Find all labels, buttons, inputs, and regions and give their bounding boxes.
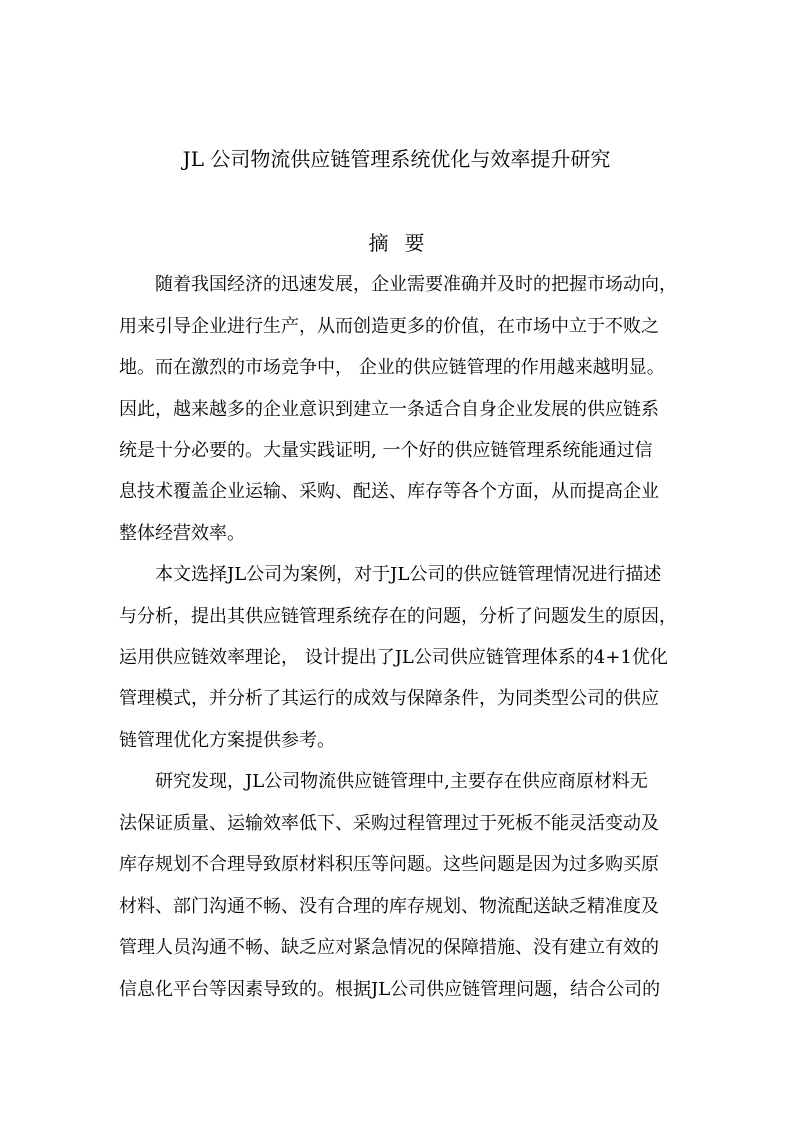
paragraph-1-line-6: 息技术覆盖企业运输、采购、配送、库存等各个方面，从而提高企业 [119,481,659,502]
paragraph-2-line-5: 链管理优化方案提供参考。 [119,730,335,751]
paragraph-1-line-1: 随着我国经济的迅速发展，企业需要准确并及时的把握市场动向， [155,274,677,295]
paragraph-1-line-2: 用来引导企业进行生产，从而创造更多的价值，在市场中立于不败之 [119,316,659,337]
paragraph-2-line-3: 运用供应链效率理论， 设计提出了JL公司供应链管理体系的4+1优化 [119,647,668,668]
paragraph-3-line-5: 管理人员沟通不畅、缺乏应对紧急情况的保障措施、没有建立有效的 [119,937,659,958]
paragraph-3-line-1: 研究发现，JL公司物流供应链管理中,主要存在供应商原材料无 [155,771,648,792]
paragraph-3-line-3: 库存规划不合理导致原材料积压等问题。这些问题是因为过多购买原 [119,854,659,875]
paragraph-3-line-6: 信息化平台等因素导致的。根据JL公司供应链管理问题，结合公司的 [119,979,661,1000]
paragraph-2-line-4: 管理模式，并分析了其运行的成效与保障条件，为同类型公司的供应 [119,688,659,709]
paragraph-2-line-1: 本文选择JL公司为案例，对于JL公司的供应链管理情况进行描述 [155,564,662,585]
abstract-heading: 摘要 [368,231,441,255]
paper-title: JL 公司物流供应链管理系统优化与效率提升研究 [182,147,611,171]
paragraph-3-line-4: 材料、部门沟通不畅、没有合理的库存规划、物流配送缺乏精准度及 [119,896,659,917]
paragraph-1-line-5: 统是十分必要的。大量实践证明, 一个好的供应链管理系统能通过信 [119,440,653,461]
paragraph-1-line-3: 地。而在激烈的市场竞争中， 企业的供应链管理的作用越来越明显。 [119,357,665,378]
paragraph-1-line-4: 因此，越来越多的企业意识到建立一条适合自身企业发展的供应链系 [119,399,659,420]
paragraph-3-line-2: 法保证质量、运输效率低下、采购过程管理过于死板不能灵活变动及 [119,813,659,834]
paragraph-2-line-2: 与分析，提出其供应链管理系统存在的问题，分析了问题发生的原因， [119,606,677,627]
paragraph-1-line-7: 整体经营效率。 [119,523,245,544]
